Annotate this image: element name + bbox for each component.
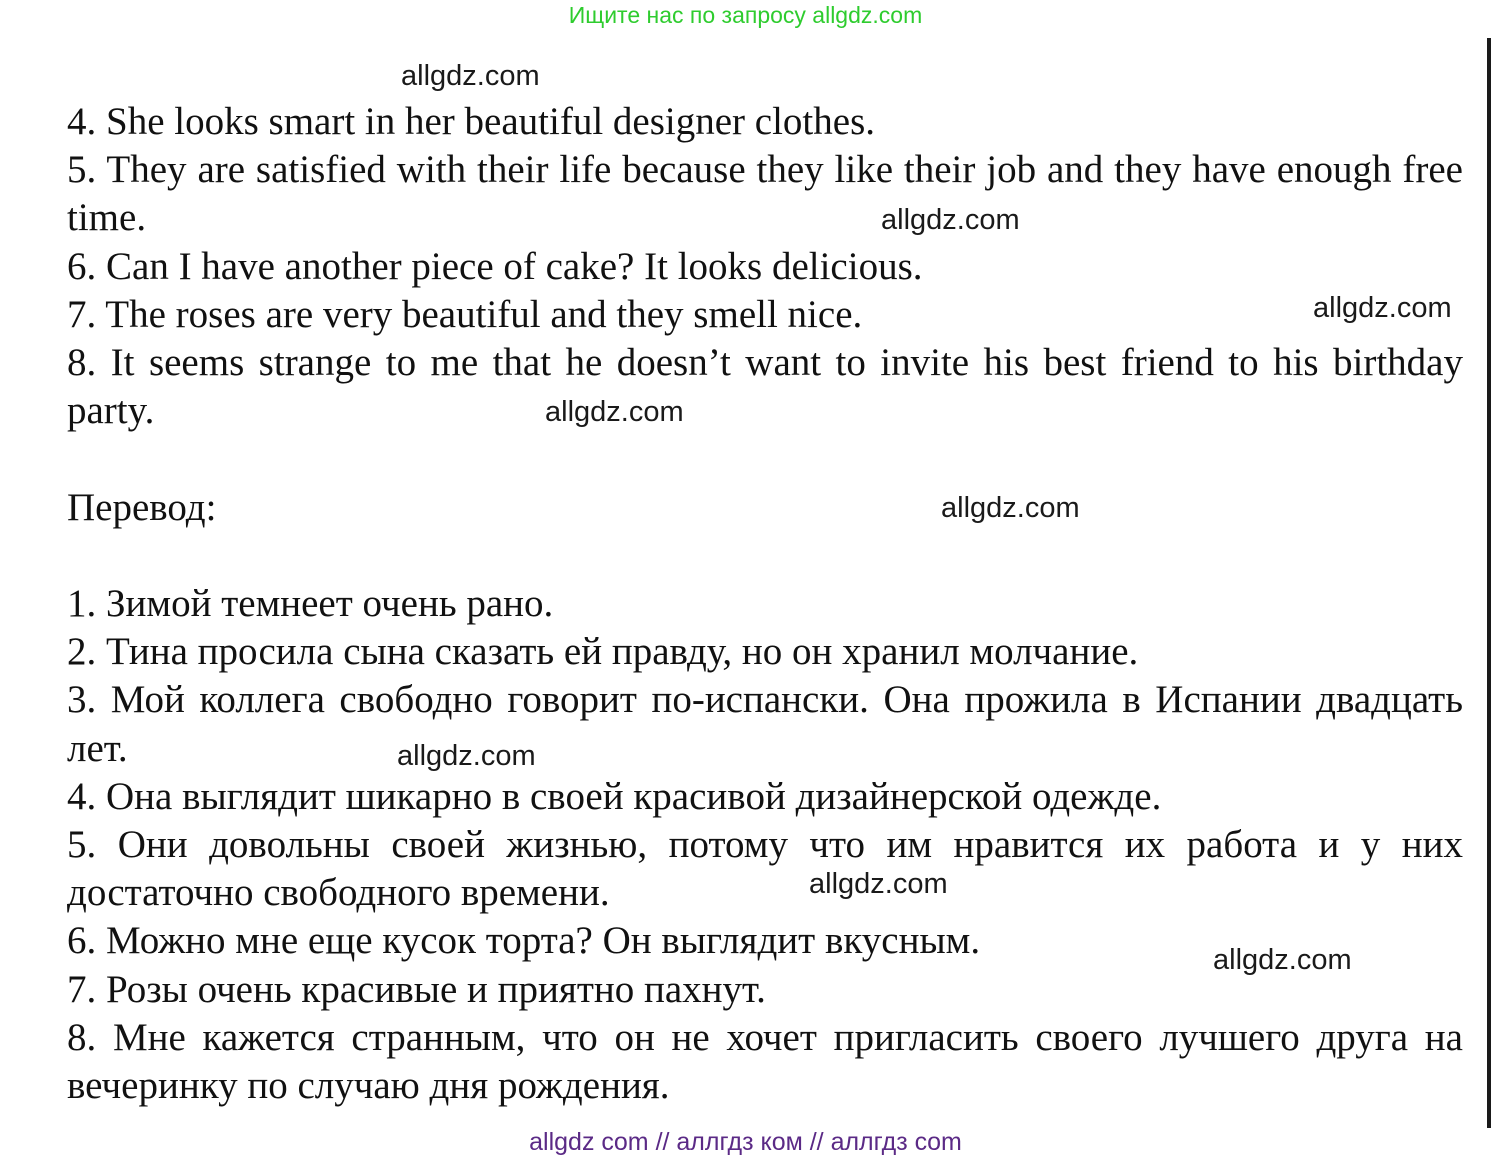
watermark: allgdz.com	[941, 492, 1080, 524]
spacer	[67, 532, 1463, 580]
english-item-5: 5. They are satisfied with their life because they like their job and they have enough free time.	[67, 148, 1463, 240]
translation-item-7: 7. Розы очень красивые и приятно пахнут.	[67, 967, 766, 1011]
watermark: allgdz.com	[1313, 292, 1452, 324]
english-item-7: 7. The roses are very beautiful and they smell nice.	[67, 292, 863, 336]
footer-links: allgdz com // аллгдз ком // аллгдз com	[529, 1128, 962, 1156]
watermark: allgdz.com	[401, 60, 540, 92]
translation-item-8: 8. Мне кажется странным, что он не хочет пригласить своего лучшего друга на вечеринку по случаю дня рождения.	[67, 1015, 1463, 1108]
english-item-8: 8. It seems strange to me that he doesn’t want to invite his best friend to his birthday party.	[67, 341, 1463, 433]
translation-item-2: 2. Тина просила сына сказать ей правду, но он хранил молчание.	[67, 630, 1139, 674]
translation-item-1: 1. Зимой темнеет очень рано.	[67, 582, 554, 625]
watermark: allgdz.com	[881, 204, 1020, 236]
english-item-6: 6. Can I have another piece of cake? It looks delicious.	[67, 244, 923, 288]
watermark: allgdz.com	[1213, 944, 1352, 976]
watermark: allgdz.com	[397, 740, 536, 772]
spacer	[67, 435, 1463, 483]
translation-item-3: 3. Мой коллега свободно говорит по-испански. Она прожила в Испании двадцать лет.	[67, 678, 1463, 770]
watermark: allgdz.com	[809, 868, 948, 900]
watermark: allgdz.com	[545, 396, 684, 428]
top-banner: Ищите нас по запросу allgdz.com	[568, 2, 923, 28]
translation-item-6: 6. Можно мне еще кусок торта? Он выглядит вкусным.	[67, 919, 981, 963]
translation-item-4: 4. Она выглядит шикарно в своей красивой дизайнерской одежде.	[67, 774, 1162, 818]
translation-item-5: 5. Они довольны своей жизнью, потому что им нравится их работа и у них достаточно свободного времени.	[67, 823, 1463, 915]
english-item-4: 4. She looks smart in her beautiful designer clothes.	[67, 100, 875, 143]
translation-heading: Перевод:	[67, 485, 217, 529]
page-right-edge	[1487, 38, 1491, 1128]
